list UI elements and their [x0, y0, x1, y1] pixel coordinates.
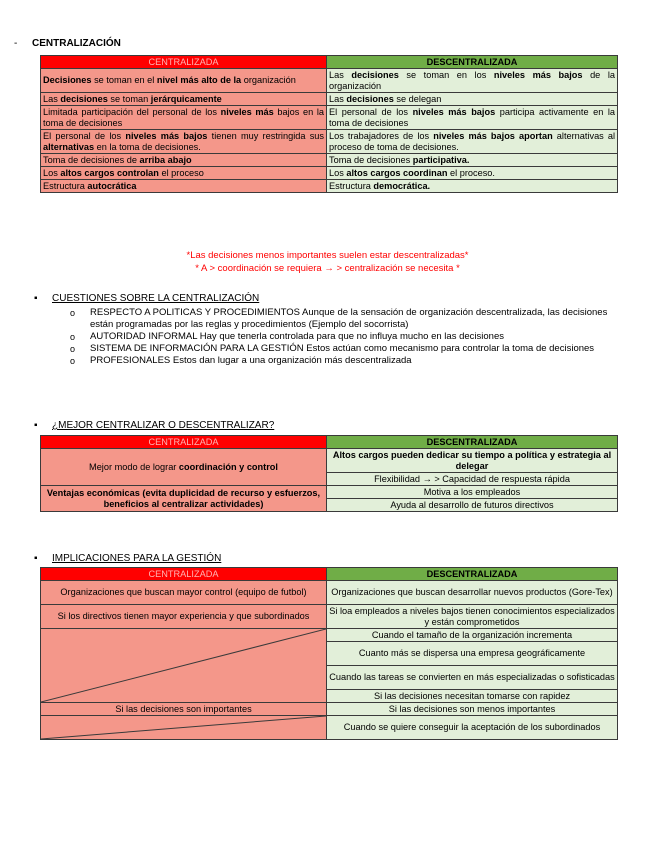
cell-descentralizada: Las decisiones se delegan	[327, 93, 618, 106]
centralizacion-table	[40, 55, 618, 193]
list-item: o RESPECTO A POLITICAS Y PROCEDIMIENTOS Aunque de la sensación de organización descentralizada, las decisiones están programadas por las reglas y procedimientos (Ejemplo del socorrista)	[70, 307, 608, 330]
header-centralizada: CENTRALIZADA	[41, 436, 327, 449]
table-header-row	[41, 436, 618, 449]
cell-centralizada: El personal de los niveles más bajos tienen muy restringida sus alternativas en la toma de decisiones.	[41, 130, 327, 154]
list-item: o PROFESIONALES Estos dan lugar a una organización más descentralizada	[70, 355, 412, 366]
cell-centralizada: Si las decisiones son importantes	[41, 703, 327, 716]
header-descentralizada: DESCENTRALIZADA	[327, 436, 618, 449]
section-implicaciones-heading	[34, 553, 221, 565]
circle-bullet-icon: o	[70, 332, 76, 342]
cell-centralizada: Mejor modo de lograr coordinación y control	[41, 449, 327, 486]
header-centralizada: CENTRALIZADA	[41, 568, 327, 581]
mejor-table	[40, 435, 618, 512]
cell-descentralizada: Estructura democrática.	[327, 180, 618, 193]
cell-descentralizada: Los trabajadores de los niveles más bajos aportan alternativas al proceso de toma de decisiones.	[327, 130, 618, 154]
table-row	[41, 486, 618, 499]
heading-dash: -	[14, 38, 18, 49]
table-row	[41, 629, 618, 642]
table-row	[41, 180, 618, 193]
cell-descentralizada: El personal de los niveles más bajos participa activamente en la toma de decisiones	[327, 106, 618, 130]
diagonal-line	[41, 716, 326, 739]
table-row	[41, 703, 618, 716]
cell-descentralizada: Flexibilidad → > Capacidad de respuesta rápida	[327, 473, 618, 486]
cell-descentralizada: Cuando el tamaño de la organización incrementa	[327, 629, 618, 642]
list-item: o SISTEMA DE INFORMACIÓN PARA LA GESTIÓN Estos actúan como mecanismo para controlar la toma de decisiones	[70, 343, 595, 354]
square-bullet-icon: ▪	[34, 293, 38, 304]
section-title: CENTRALIZACIÓN	[32, 38, 121, 49]
table-row	[41, 154, 618, 167]
table-row	[41, 93, 618, 106]
section-cuestiones-heading	[34, 293, 259, 305]
cell-descentralizada: Si las decisiones son menos importantes	[327, 703, 618, 716]
table-row	[41, 130, 618, 154]
square-bullet-icon: ▪	[34, 420, 38, 431]
cell-descentralizada: Las decisiones se toman en los niveles más bajos de la organización	[327, 69, 618, 93]
table-row	[41, 716, 618, 740]
section-title: IMPLICACIONES PARA LA GESTIÓN	[52, 553, 222, 564]
cell-descentralizada: Los altos cargos coordinan el proceso.	[327, 167, 618, 180]
cell-centralizada: Toma de decisiones de arriba abajo	[41, 154, 327, 167]
circle-bullet-icon: o	[70, 344, 76, 354]
cell-descentralizada: Cuando las tareas se convierten en más especializadas o sofisticadas	[327, 666, 618, 690]
section-mejor-heading	[34, 420, 274, 432]
section-title: ¿MEJOR CENTRALIZAR O DESCENTRALIZAR?	[52, 420, 275, 431]
cell-descentralizada: Si las decisiones necesitan tomarse con rapidez	[327, 690, 618, 703]
circle-bullet-icon: o	[70, 308, 76, 318]
table-header-row	[41, 568, 618, 581]
cell-descentralizada: Cuanto más se dispersa una empresa geográficamente	[327, 642, 618, 666]
cell-descentralizada: Cuando se quiere conseguir la aceptación de los subordinados	[327, 716, 618, 740]
empty-crossed-cell	[41, 716, 327, 740]
cell-descentralizada: Toma de decisiones participativa.	[327, 154, 618, 167]
cell-centralizada: Si los directivos tienen mayor experiencia y que subordinados	[41, 605, 327, 629]
cell-centralizada: Organizaciones que buscan mayor control (equipo de futbol)	[41, 581, 327, 605]
header-descentralizada: DESCENTRALIZADA	[327, 568, 618, 581]
table-row	[41, 106, 618, 130]
cell-centralizada: Decisiones se toman en el nivel más alto de la organización	[41, 69, 327, 93]
cell-descentralizada: Organizaciones que buscan desarrollar nuevos productos (Gore-Tex)	[327, 581, 618, 605]
table-row	[41, 167, 618, 180]
table-row	[41, 581, 618, 605]
cuestiones-list	[70, 307, 615, 367]
list-item: o AUTORIDAD INFORMAL Hay que tenerla controlada para que no influya mucho en las decisiones	[70, 331, 504, 342]
header-centralizada: CENTRALIZADA	[41, 56, 327, 69]
section-title: CUESTIONES SOBRE LA CENTRALIZACIÓN	[52, 293, 260, 304]
cell-descentralizada: Motiva a los empleados	[327, 486, 618, 499]
square-bullet-icon: ▪	[34, 553, 38, 564]
header-descentralizada: DESCENTRALIZADA	[327, 56, 618, 69]
cell-descentralizada: Ayuda al desarrollo de futuros directivos	[327, 499, 618, 512]
section-centralizacion-heading	[14, 38, 121, 50]
cell-centralizada: Los altos cargos controlan el proceso	[41, 167, 327, 180]
table-header-row	[41, 56, 618, 69]
note-line-1: *Las decisiones menos importantes suelen estar descentralizadas*	[186, 250, 469, 261]
cell-centralizada: Estructura autocrática	[41, 180, 327, 193]
diagonal-line	[41, 629, 326, 702]
table-row	[41, 69, 618, 93]
cell-centralizada: Las decisiones se toman jerárquicamente	[41, 93, 327, 106]
table-row	[41, 605, 618, 629]
table-row	[41, 449, 618, 473]
cell-centralizada: Limitada participación del personal de los niveles más bajos en la toma de decisiones	[41, 106, 327, 130]
circle-bullet-icon: o	[70, 356, 76, 366]
note-line-2: * A > coordinación se requiera → > centralización se necesita *	[195, 263, 460, 274]
cell-descentralizada: Altos cargos pueden dedicar su tiempo a política y estrategia al delegar	[327, 449, 618, 473]
empty-crossed-cell	[41, 629, 327, 703]
cell-descentralizada: Si loa empleados a niveles bajos tienen conocimientos especializados y están comprometidos	[327, 605, 618, 629]
cell-centralizada: Ventajas económicas (evita duplicidad de recurso y esfuerzos, beneficios al centralizar actividades)	[41, 486, 327, 512]
implicaciones-table	[40, 567, 618, 740]
